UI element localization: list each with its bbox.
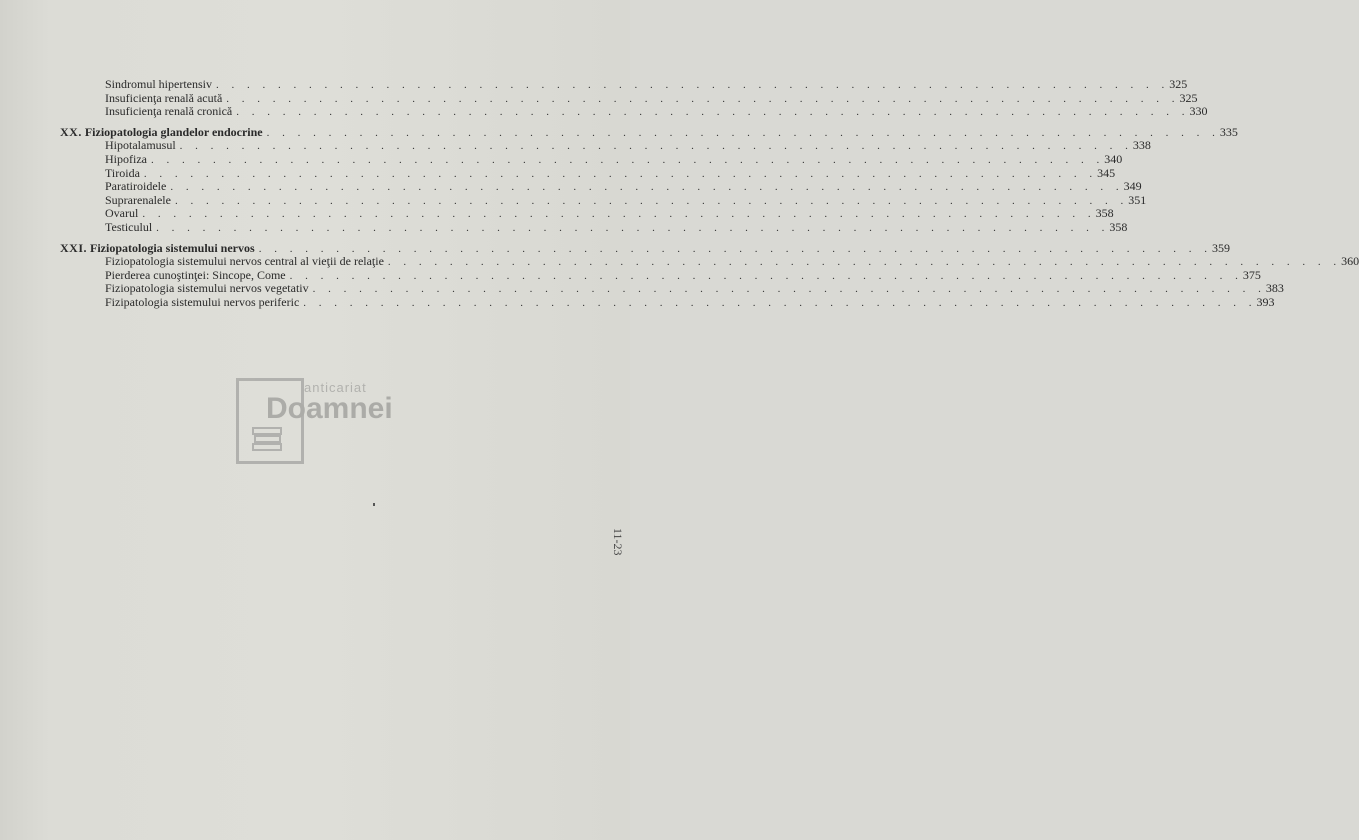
- page-number: 375: [1242, 267, 1261, 282]
- toc-entry-row: [60, 90, 1198, 106]
- dot-leader: . . . . . . . . . . . . . . . . . . . . . . . . . . . . . . . . . . . . . . . . . . . . . . . . . . . . . . . . . . . . . .: [289, 269, 1243, 282]
- toc-entry-row: [60, 138, 1151, 153]
- entry-title: Fiziopatologia sistemului nervos central al vieţii de relaţie: [105, 254, 384, 269]
- page-number: 335: [1219, 124, 1238, 139]
- toc-entry-row: [60, 104, 1208, 119]
- entry-title: Tiroida: [105, 165, 140, 180]
- toc-chapter-row: [60, 124, 1238, 140]
- toc-entry-row: [60, 254, 1359, 269]
- entry-title: Hipotalamusul: [105, 138, 176, 153]
- toc-entry-row: [60, 267, 1261, 283]
- entry-title: Paratiroidele: [105, 179, 167, 194]
- page-number: 338: [1132, 138, 1151, 153]
- dot-leader: . . . . . . . . . . . . . . . . . . . . . . . . . . . . . . . . . . . . . . . . . . . . . . . . . . . . . . . . . . . . . .: [236, 106, 1190, 119]
- toc-entry-row: [60, 77, 1188, 92]
- toc-entry-row: [60, 192, 1147, 208]
- entry-title: Sindromul hipertensiv: [105, 77, 212, 91]
- page-number: 345: [1097, 165, 1116, 180]
- dot-leader: . . . . . . . . . . . . . . . . . . . . . . . . . . . . . . . . . . . . . . . . . . . . . . . . . . . . . . . . . . . . . .: [266, 126, 1220, 139]
- page-number: 359: [1211, 240, 1230, 255]
- page-number: 393: [1256, 294, 1275, 309]
- side-page-mark: 11-23: [611, 528, 625, 556]
- page-number: 330: [1189, 104, 1208, 119]
- toc-entry-row: [60, 281, 1284, 296]
- dot-leader: . . . . . . . . . . . . . . . . . . . . . . . . . . . . . . . . . . . . . . . . . . . . . . . . . . . . . . . . . . . . . .: [179, 140, 1133, 153]
- dot-leader: . . . . . . . . . . . . . . . . . . . . . . . . . . . . . . . . . . . . . . . . . . . . . . . . . . . . . . . . . . . . . .: [156, 221, 1110, 234]
- page-number: 383: [1265, 281, 1284, 296]
- entry-title: Insuficienţa renală cronică: [105, 104, 233, 119]
- table-of-contents: [60, 77, 1359, 310]
- toc-entry-row: [60, 179, 1142, 194]
- page-number: 325: [1179, 90, 1198, 105]
- page-number: 358: [1095, 206, 1114, 221]
- toc-entry-row: [60, 206, 1114, 221]
- watermark-big-text: Doamnei: [266, 392, 393, 425]
- chapter-title: Fiziopatologia glandelor endocrine: [84, 124, 263, 139]
- entry-title: Fiziopatologia sistemului nervos vegetativ: [105, 281, 309, 296]
- dot-leader: . . . . . . . . . . . . . . . . . . . . . . . . . . . . . . . . . . . . . . . . . . . . . . . . . . . . . . . . . . . . . .: [170, 181, 1124, 194]
- entry-title: Hipofiza: [105, 151, 147, 166]
- toc-entry-row: [60, 219, 1128, 235]
- dot-leader: . . . . . . . . . . . . . . . . . . . . . . . . . . . . . . . . . . . . . . . . . . . . . . . . . . . . . . . . . . . . . .: [174, 194, 1129, 207]
- dot-leader: . . . . . . . . . . . . . . . . . . . . . . . . . . . . . . . . . . . . . . . . . . . . . . . . . . . . . . . . . . . . . .: [303, 296, 1257, 309]
- dot-leader: . . . . . . . . . . . . . . . . . . . . . . . . . . . . . . . . . . . . . . . . . . . . . . . . . . . . . . . . . . . . . .: [226, 92, 1180, 105]
- dot-leader: . . . . . . . . . . . . . . . . . . . . . . . . . . . . . . . . . . . . . . . . . . . . . . . . . . . . . . . . . . . . . .: [143, 167, 1098, 180]
- page-number: 360: [1341, 254, 1359, 269]
- entry-title: Testiculul: [105, 219, 153, 234]
- books-icon: [252, 426, 282, 452]
- chapter-number: XX.: [60, 124, 82, 139]
- entry-title: Suprarenalele: [105, 192, 171, 207]
- toc-entry-row: [60, 151, 1123, 167]
- toc-entry-row: [60, 165, 1116, 181]
- page-number: 325: [1169, 77, 1188, 91]
- entry-title: Insuficienţa renală acută: [105, 90, 223, 105]
- watermark-small-text: anticariat: [304, 380, 367, 395]
- watermark-logo: [236, 378, 416, 462]
- page-number: 340: [1104, 151, 1123, 166]
- dot-leader: . . . . . . . . . . . . . . . . . . . . . . . . . . . . . . . . . . . . . . . . . . . . . . . . . . . . . . . . . . . . . .: [142, 208, 1096, 221]
- dot-leader: . . . . . . . . . . . . . . . . . . . . . . . . . . . . . . . . . . . . . . . . . . . . . . . . . . . . . . . . . . . . . .: [312, 283, 1266, 296]
- chapter-number: XXI.: [60, 240, 88, 255]
- ink-speck: [373, 503, 375, 506]
- toc-entry-row: [60, 294, 1275, 310]
- dot-leader: . . . . . . . . . . . . . . . . . . . . . . . . . . . . . . . . . . . . . . . . . . . . . . . . . . . . . . . . . . . . . .: [258, 242, 1212, 255]
- dot-leader: . . . . . . . . . . . . . . . . . . . . . . . . . . . . . . . . . . . . . . . . . . . . . . . . . . . . . . . . . . . . . .: [150, 153, 1105, 166]
- chapter-title: Fiziopatologia sistemului nervos: [90, 240, 255, 255]
- entry-title: Fizipatologia sistemului nervos periferic: [105, 294, 300, 309]
- dot-leader: . . . . . . . . . . . . . . . . . . . . . . . . . . . . . . . . . . . . . . . . . . . . . . . . . . . . . . . . . . . . . .: [216, 79, 1170, 91]
- page-number: 349: [1123, 179, 1142, 194]
- entry-title: Pierderea cunoştinţei: Sincope, Come: [105, 267, 286, 282]
- page-number: 351: [1128, 192, 1147, 207]
- page-number: 358: [1109, 219, 1128, 234]
- toc-chapter-row: [60, 240, 1230, 256]
- entry-title: Ovarul: [105, 206, 139, 221]
- dot-leader: . . . . . . . . . . . . . . . . . . . . . . . . . . . . . . . . . . . . . . . . . . . . . . . . . . . . . . . . . . . . . .: [387, 256, 1342, 269]
